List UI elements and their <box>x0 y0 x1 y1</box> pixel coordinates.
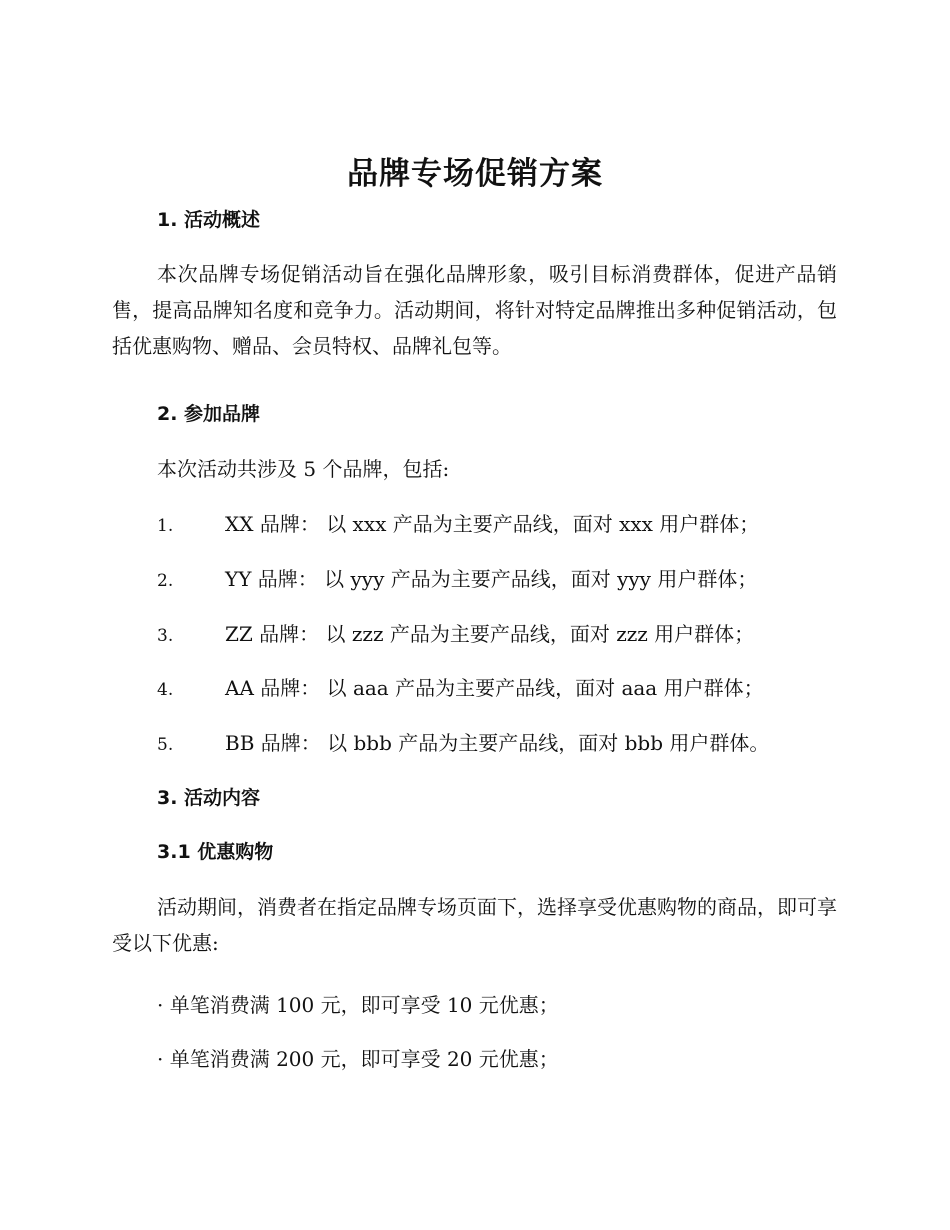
list-item-text: XX 品牌： 以 xxx 产品为主要产品线，面对 xxx 用户群体； <box>225 512 760 536</box>
list-item-text: AA 品牌： 以 aaa 产品为主要产品线，面对 aaa 用户群体； <box>225 676 764 700</box>
list-item-number: 4. <box>157 680 174 700</box>
section-heading-content: 3. 活动内容 <box>157 787 261 809</box>
list-item <box>157 619 754 651</box>
list-item-number: 5. <box>157 735 174 755</box>
discount-bullet: · 单笔消费满 200 元，即可享受 20 元优惠； <box>157 1047 559 1071</box>
discount-paragraph: 活动期间，消费者在指定品牌专场页面下，选择享受优惠购物的商品，即可享受以下优惠: <box>112 895 837 955</box>
list-item-text: BB 品牌： 以 bbb 产品为主要产品线，面对 bbb 用户群体。 <box>225 731 770 755</box>
list-item-number: 1. <box>157 516 174 536</box>
subsection-heading-discount: 3.1 优惠购物 <box>157 841 274 863</box>
list-item <box>157 509 759 541</box>
list-item <box>157 673 764 705</box>
brands-intro: 本次活动共涉及 5 个品牌，包括: <box>157 457 450 481</box>
list-item-number: 2. <box>157 571 174 591</box>
list-item-text: ZZ 品牌： 以 zzz 产品为主要产品线，面对 zzz 用户群体； <box>225 622 755 646</box>
list-item-number: 3. <box>157 626 174 646</box>
section-heading-brands: 2. 参加品牌 <box>157 403 261 425</box>
overview-paragraph: 本次品牌专场促销活动旨在强化品牌形象，吸引目标消费群体，促进产品销售，提高品牌知名度和竞争力。活动期间，将针对特定品牌推出多种促销活动，包括优惠购物、赠品、会员特权、品牌礼包等。 <box>112 262 837 358</box>
list-item-text: YY 品牌： 以 yyy 产品为主要产品线，面对 yyy 用户群体； <box>225 567 758 591</box>
list-item <box>157 728 769 760</box>
list-item <box>157 564 757 596</box>
discount-bullet: · 单笔消费满 100 元，即可享受 10 元优惠； <box>157 993 559 1017</box>
document-title: 品牌专场促销方案 <box>347 156 603 192</box>
section-heading-overview: 1. 活动概述 <box>157 209 261 231</box>
